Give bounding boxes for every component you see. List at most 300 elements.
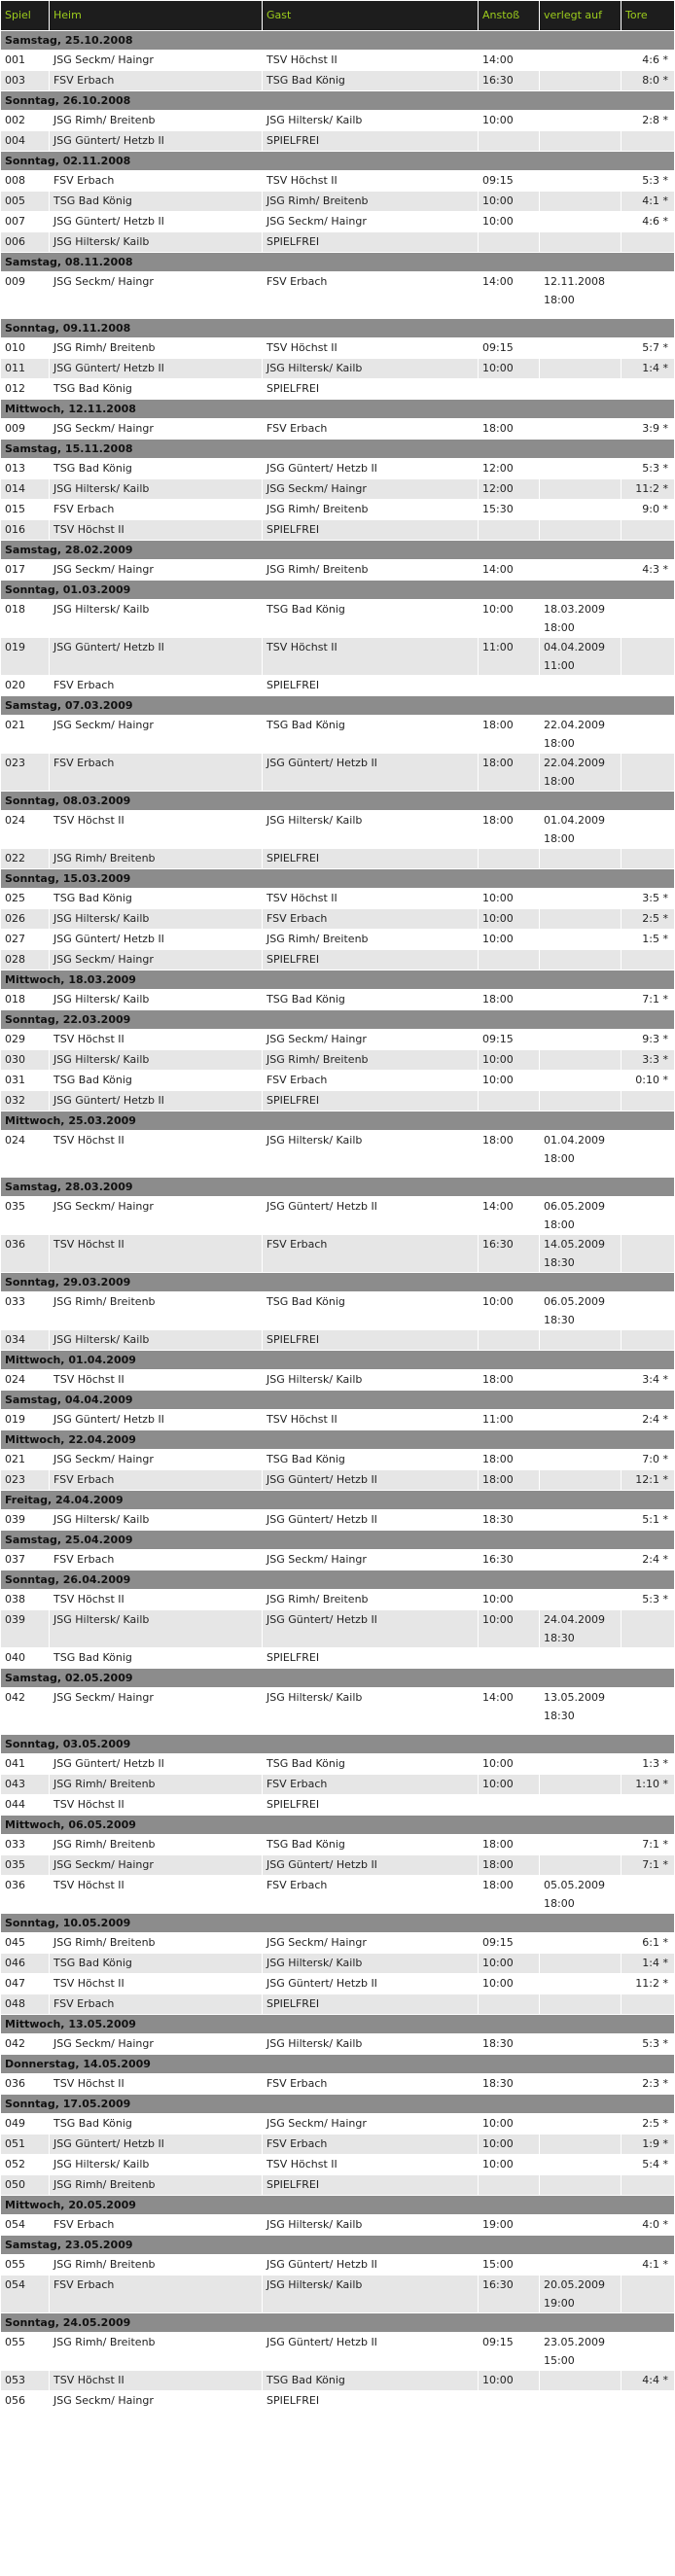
kickoff-time: 18:00 — [479, 754, 540, 792]
away-team: SPIELFREI — [263, 1795, 479, 1816]
rescheduled-to — [540, 1855, 622, 1876]
score — [622, 520, 675, 541]
game-number: 011 — [1, 359, 50, 379]
kickoff-time: 14:00 — [479, 272, 540, 310]
game-number: 024 — [1, 1370, 50, 1391]
score: 5:3 * — [622, 171, 675, 192]
date-label: Mittwoch, 22.04.2009 — [1, 1430, 675, 1450]
date-label: Donnerstag, 14.05.2009 — [1, 2055, 675, 2074]
rescheduled-to — [540, 479, 622, 500]
game-number: 039 — [1, 1510, 50, 1531]
kickoff-time — [479, 1994, 540, 2015]
kickoff-time: 09:15 — [479, 338, 540, 359]
date-row — [1, 1531, 675, 1550]
kickoff-time: 10:00 — [479, 1050, 540, 1071]
game-number: 035 — [1, 1197, 50, 1235]
home-team: JSG Hiltersk/ Kailb — [50, 232, 263, 253]
away-team: SPIELFREI — [263, 131, 479, 152]
away-team: FSV Erbach — [263, 1235, 479, 1273]
date-row — [1, 152, 675, 171]
game-number: 036 — [1, 1235, 50, 1273]
kickoff-time: 10:00 — [479, 1610, 540, 1648]
game-number: 042 — [1, 1688, 50, 1726]
game-number: 012 — [1, 379, 50, 400]
kickoff-time: 18:30 — [479, 2034, 540, 2055]
away-team: JSG Güntert/ Hetzb II — [263, 2333, 479, 2371]
score: 2:5 * — [622, 2114, 675, 2135]
away-team: JSG Güntert/ Hetzb II — [263, 1470, 479, 1491]
away-team: FSV Erbach — [263, 1876, 479, 1914]
kickoff-time: 18:00 — [479, 1470, 540, 1491]
home-team: JSG Rimh/ Breitenb — [50, 338, 263, 359]
date-label: Sonntag, 24.05.2009 — [1, 2313, 675, 2333]
home-team: JSG Seckm/ Haingr — [50, 1450, 263, 1470]
table-row — [1, 2371, 675, 2391]
kickoff-time: 18:00 — [479, 1876, 540, 1914]
date-row — [1, 1010, 675, 1030]
date-row — [1, 581, 675, 600]
away-team: FSV Erbach — [263, 419, 479, 440]
away-team: JSG Hiltersk/ Kailb — [263, 1954, 479, 1974]
date-row — [1, 2015, 675, 2034]
away-team: SPIELFREI — [263, 1994, 479, 2015]
home-team: JSG Seckm/ Haingr — [50, 1688, 263, 1726]
kickoff-time: 10:00 — [479, 2155, 540, 2175]
table-row — [1, 2175, 675, 2196]
score: 9:0 * — [622, 500, 675, 520]
game-number: 034 — [1, 1330, 50, 1351]
table-row — [1, 716, 675, 754]
table-row — [1, 1835, 675, 1855]
game-number: 017 — [1, 560, 50, 581]
kickoff-time: 18:30 — [479, 2074, 540, 2095]
date-row — [1, 869, 675, 889]
score: 1:10 * — [622, 1775, 675, 1795]
home-team: TSV Höchst II — [50, 2074, 263, 2095]
rescheduled-to — [540, 379, 622, 400]
table-row — [1, 2391, 675, 2412]
kickoff-time: 16:30 — [479, 2276, 540, 2313]
date-row — [1, 2196, 675, 2215]
away-team: JSG Hiltersk/ Kailb — [263, 2215, 479, 2236]
away-team: JSG Hiltersk/ Kailb — [263, 1131, 479, 1169]
date-label: Samstag, 28.03.2009 — [1, 1178, 675, 1197]
home-team: TSV Höchst II — [50, 1974, 263, 1994]
kickoff-time — [479, 1648, 540, 1669]
score: 5:1 * — [622, 1510, 675, 1531]
kickoff-time: 11:00 — [479, 638, 540, 676]
score — [622, 1197, 675, 1235]
table-row — [1, 1775, 675, 1795]
rescheduled-to — [540, 1835, 622, 1855]
home-team: JSG Rimh/ Breitenb — [50, 1835, 263, 1855]
table-row — [1, 1610, 675, 1648]
date-label: Sonntag, 26.04.2009 — [1, 1570, 675, 1590]
home-team: JSG Hiltersk/ Kailb — [50, 1610, 263, 1648]
date-label: Mittwoch, 06.05.2009 — [1, 1816, 675, 1835]
home-team: JSG Güntert/ Hetzb II — [50, 359, 263, 379]
table-row — [1, 1688, 675, 1726]
rescheduled-to — [540, 889, 622, 909]
kickoff-time: 10:00 — [479, 1590, 540, 1610]
game-number: 005 — [1, 192, 50, 212]
kickoff-time — [479, 1330, 540, 1351]
date-row — [1, 792, 675, 811]
kickoff-time: 16:30 — [479, 71, 540, 91]
rescheduled-to — [540, 1994, 622, 2015]
game-number: 054 — [1, 2276, 50, 2313]
table-row — [1, 676, 675, 696]
away-team: TSV Höchst II — [263, 51, 479, 71]
game-number: 025 — [1, 889, 50, 909]
table-row — [1, 71, 675, 91]
game-number: 010 — [1, 338, 50, 359]
home-team: TSG Bad König — [50, 889, 263, 909]
home-team: JSG Seckm/ Haingr — [50, 2034, 263, 2055]
kickoff-time: 16:30 — [479, 1235, 540, 1273]
game-number: 030 — [1, 1050, 50, 1071]
score — [622, 638, 675, 676]
home-team: JSG Hiltersk/ Kailb — [50, 479, 263, 500]
game-number: 046 — [1, 1954, 50, 1974]
col-header-spiel: Spiel — [1, 1, 50, 31]
away-team: JSG Güntert/ Hetzb II — [263, 1610, 479, 1648]
kickoff-time: 14:00 — [479, 1197, 540, 1235]
rescheduled-to: 06.05.2009 18:00 — [540, 1197, 622, 1235]
home-team: FSV Erbach — [50, 1550, 263, 1570]
col-header-anstoss: Anstoß — [479, 1, 540, 31]
kickoff-time: 10:00 — [479, 600, 540, 638]
score: 2:5 * — [622, 909, 675, 930]
away-team: FSV Erbach — [263, 272, 479, 310]
rescheduled-to — [540, 1370, 622, 1391]
date-label: Mittwoch, 12.11.2008 — [1, 400, 675, 419]
date-row — [1, 970, 675, 990]
rescheduled-to — [540, 1648, 622, 1669]
table-row — [1, 338, 675, 359]
rescheduled-to: 23.05.2009 15:00 — [540, 2333, 622, 2371]
away-team: JSG Seckm/ Haingr — [263, 212, 479, 232]
game-number: 044 — [1, 1795, 50, 1816]
rescheduled-to — [540, 1933, 622, 1954]
date-row — [1, 1735, 675, 1754]
game-number: 014 — [1, 479, 50, 500]
score: 7:0 * — [622, 1450, 675, 1470]
game-number: 043 — [1, 1775, 50, 1795]
home-team: JSG Güntert/ Hetzb II — [50, 1091, 263, 1112]
score — [622, 754, 675, 792]
table-row — [1, 1754, 675, 1775]
rescheduled-to — [540, 212, 622, 232]
table-row — [1, 1590, 675, 1610]
home-team: JSG Güntert/ Hetzb II — [50, 131, 263, 152]
date-row — [1, 1669, 675, 1688]
home-team: JSG Seckm/ Haingr — [50, 1855, 263, 1876]
away-team: SPIELFREI — [263, 950, 479, 970]
game-number: 026 — [1, 909, 50, 930]
rescheduled-to — [540, 2215, 622, 2236]
date-label: Mittwoch, 25.03.2009 — [1, 1112, 675, 1131]
home-team: JSG Hiltersk/ Kailb — [50, 990, 263, 1010]
rescheduled-to — [540, 2155, 622, 2175]
away-team: JSG Seckm/ Haingr — [263, 1933, 479, 1954]
kickoff-time — [479, 520, 540, 541]
table-row — [1, 359, 675, 379]
kickoff-time — [479, 379, 540, 400]
game-number: 027 — [1, 930, 50, 950]
table-row — [1, 111, 675, 131]
rescheduled-to — [540, 1550, 622, 1570]
table-row — [1, 2276, 675, 2313]
home-team: JSG Rimh/ Breitenb — [50, 2175, 263, 2196]
away-team: JSG Seckm/ Haingr — [263, 1030, 479, 1050]
kickoff-time: 10:00 — [479, 212, 540, 232]
score: 1:3 * — [622, 1754, 675, 1775]
game-number: 032 — [1, 1091, 50, 1112]
score — [622, 2276, 675, 2313]
away-team: JSG Rimh/ Breitenb — [263, 930, 479, 950]
date-label: Sonntag, 01.03.2009 — [1, 581, 675, 600]
home-team: FSV Erbach — [50, 171, 263, 192]
score: 4:3 * — [622, 560, 675, 581]
score: 2:4 * — [622, 1410, 675, 1430]
home-team: TSV Höchst II — [50, 1370, 263, 1391]
kickoff-time: 18:00 — [479, 990, 540, 1010]
score: 5:4 * — [622, 2155, 675, 2175]
home-team: FSV Erbach — [50, 676, 263, 696]
table-row — [1, 272, 675, 310]
game-number: 038 — [1, 1590, 50, 1610]
date-label: Sonntag, 02.11.2008 — [1, 152, 675, 171]
date-row — [1, 253, 675, 272]
date-label: Sonntag, 29.03.2009 — [1, 1273, 675, 1292]
date-row — [1, 1570, 675, 1590]
score — [622, 1994, 675, 2015]
kickoff-time: 18:00 — [479, 1370, 540, 1391]
kickoff-time: 09:15 — [479, 1933, 540, 1954]
rescheduled-to — [540, 171, 622, 192]
table-row — [1, 600, 675, 638]
game-number: 047 — [1, 1974, 50, 1994]
kickoff-time: 10:00 — [479, 2114, 540, 2135]
away-team: JSG Güntert/ Hetzb II — [263, 754, 479, 792]
score: 9:3 * — [622, 1030, 675, 1050]
rescheduled-to — [540, 1410, 622, 1430]
score: 11:2 * — [622, 1974, 675, 1994]
table-row — [1, 754, 675, 792]
table-row — [1, 1450, 675, 1470]
rescheduled-to — [540, 1754, 622, 1775]
date-row — [1, 1914, 675, 1933]
away-team: TSG Bad König — [263, 1754, 479, 1775]
home-team: TSV Höchst II — [50, 1590, 263, 1610]
table-row — [1, 232, 675, 253]
score — [622, 1091, 675, 1112]
away-team: SPIELFREI — [263, 1091, 479, 1112]
home-team: FSV Erbach — [50, 500, 263, 520]
table-row — [1, 2135, 675, 2155]
score: 1:5 * — [622, 930, 675, 950]
home-team: JSG Rimh/ Breitenb — [50, 1933, 263, 1954]
home-team: FSV Erbach — [50, 1994, 263, 2015]
away-team: TSG Bad König — [263, 1835, 479, 1855]
kickoff-time: 10:00 — [479, 111, 540, 131]
score: 2:3 * — [622, 2074, 675, 2095]
score — [622, 1330, 675, 1351]
table-row — [1, 1071, 675, 1091]
rescheduled-to: 24.04.2009 18:30 — [540, 1610, 622, 1648]
game-number: 054 — [1, 2215, 50, 2236]
score — [622, 676, 675, 696]
score — [622, 232, 675, 253]
spacer-row — [1, 310, 675, 319]
rescheduled-to — [540, 1795, 622, 1816]
kickoff-time — [479, 131, 540, 152]
home-team: TSV Höchst II — [50, 811, 263, 849]
table-row — [1, 1933, 675, 1954]
date-label: Mittwoch, 20.05.2009 — [1, 2196, 675, 2215]
rescheduled-to — [540, 1470, 622, 1491]
game-number: 001 — [1, 51, 50, 71]
home-team: JSG Seckm/ Haingr — [50, 51, 263, 71]
rescheduled-to: 04.04.2009 11:00 — [540, 638, 622, 676]
score — [622, 1795, 675, 1816]
game-number: 048 — [1, 1994, 50, 2015]
table-row — [1, 2215, 675, 2236]
home-team: FSV Erbach — [50, 1470, 263, 1491]
game-number: 028 — [1, 950, 50, 970]
table-row — [1, 1974, 675, 1994]
rescheduled-to — [540, 338, 622, 359]
game-number: 040 — [1, 1648, 50, 1669]
home-team: JSG Hiltersk/ Kailb — [50, 909, 263, 930]
away-team: JSG Hiltersk/ Kailb — [263, 111, 479, 131]
rescheduled-to — [540, 1510, 622, 1531]
date-label: Mittwoch, 18.03.2009 — [1, 970, 675, 990]
away-team: TSV Höchst II — [263, 171, 479, 192]
date-label: Samstag, 08.11.2008 — [1, 253, 675, 272]
away-team: SPIELFREI — [263, 849, 479, 869]
date-label: Sonntag, 17.05.2009 — [1, 2095, 675, 2114]
game-number: 006 — [1, 232, 50, 253]
table-row — [1, 1235, 675, 1273]
game-number: 039 — [1, 1610, 50, 1648]
rescheduled-to: 22.04.2009 18:00 — [540, 754, 622, 792]
col-header-heim: Heim — [50, 1, 263, 31]
date-row — [1, 2236, 675, 2255]
spacer-cell — [1, 1169, 675, 1178]
rescheduled-to — [540, 909, 622, 930]
game-number: 022 — [1, 849, 50, 869]
table-row — [1, 990, 675, 1010]
date-row — [1, 1178, 675, 1197]
home-team: FSV Erbach — [50, 754, 263, 792]
away-team: JSG Rimh/ Breitenb — [263, 1050, 479, 1071]
game-number: 041 — [1, 1754, 50, 1775]
rescheduled-to — [540, 2175, 622, 2196]
away-team: JSG Hiltersk/ Kailb — [263, 1370, 479, 1391]
kickoff-time — [479, 2391, 540, 2412]
header-row — [1, 1, 675, 31]
away-team: TSV Höchst II — [263, 1410, 479, 1430]
table-row — [1, 1876, 675, 1914]
table-row — [1, 479, 675, 500]
date-row — [1, 31, 675, 51]
game-number: 008 — [1, 171, 50, 192]
spacer-row — [1, 1169, 675, 1178]
game-number: 009 — [1, 419, 50, 440]
kickoff-time: 18:00 — [479, 811, 540, 849]
kickoff-time: 16:30 — [479, 1550, 540, 1570]
table-row — [1, 419, 675, 440]
rescheduled-to: 14.05.2009 18:30 — [540, 1235, 622, 1273]
home-team: TSV Höchst II — [50, 2371, 263, 2391]
home-team: TSV Höchst II — [50, 1876, 263, 1914]
rescheduled-to: 06.05.2009 18:30 — [540, 1292, 622, 1330]
table-row — [1, 1954, 675, 1974]
score — [622, 811, 675, 849]
score: 7:1 * — [622, 1855, 675, 1876]
game-number: 019 — [1, 638, 50, 676]
rescheduled-to — [540, 1030, 622, 1050]
score: 4:1 * — [622, 192, 675, 212]
game-number: 021 — [1, 1450, 50, 1470]
kickoff-time: 09:15 — [479, 2333, 540, 2371]
rescheduled-to — [540, 192, 622, 212]
date-row — [1, 91, 675, 111]
away-team: JSG Seckm/ Haingr — [263, 1550, 479, 1570]
kickoff-time: 10:00 — [479, 1775, 540, 1795]
kickoff-time — [479, 849, 540, 869]
table-row — [1, 1410, 675, 1430]
game-number: 024 — [1, 1131, 50, 1169]
table-row — [1, 520, 675, 541]
game-number: 002 — [1, 111, 50, 131]
rescheduled-to — [540, 1330, 622, 1351]
game-number: 050 — [1, 2175, 50, 2196]
game-number: 033 — [1, 1292, 50, 1330]
away-team: TSG Bad König — [263, 2371, 479, 2391]
home-team: FSV Erbach — [50, 71, 263, 91]
away-team: TSG Bad König — [263, 1292, 479, 1330]
score — [622, 131, 675, 152]
date-row — [1, 440, 675, 459]
score — [622, 1648, 675, 1669]
home-team: JSG Hiltersk/ Kailb — [50, 1330, 263, 1351]
away-team: TSG Bad König — [263, 990, 479, 1010]
rescheduled-to — [540, 1091, 622, 1112]
table-row — [1, 51, 675, 71]
rescheduled-to: 18.03.2009 18:00 — [540, 600, 622, 638]
date-label: Samstag, 28.02.2009 — [1, 541, 675, 560]
score — [622, 1235, 675, 1273]
game-number: 036 — [1, 2074, 50, 2095]
kickoff-time: 18:00 — [479, 1855, 540, 1876]
table-row — [1, 1510, 675, 1531]
score: 6:1 * — [622, 1933, 675, 1954]
spacer-cell — [1, 1726, 675, 1735]
table-row — [1, 1470, 675, 1491]
game-number: 042 — [1, 2034, 50, 2055]
date-row — [1, 1391, 675, 1410]
col-header-verlegt: verlegt auf — [540, 1, 622, 31]
score: 4:4 * — [622, 2371, 675, 2391]
date-label: Sonntag, 22.03.2009 — [1, 1010, 675, 1030]
rescheduled-to: 13.05.2009 18:30 — [540, 1688, 622, 1726]
home-team: JSG Güntert/ Hetzb II — [50, 1754, 263, 1775]
home-team: JSG Güntert/ Hetzb II — [50, 2135, 263, 2155]
away-team: JSG Güntert/ Hetzb II — [263, 2255, 479, 2276]
